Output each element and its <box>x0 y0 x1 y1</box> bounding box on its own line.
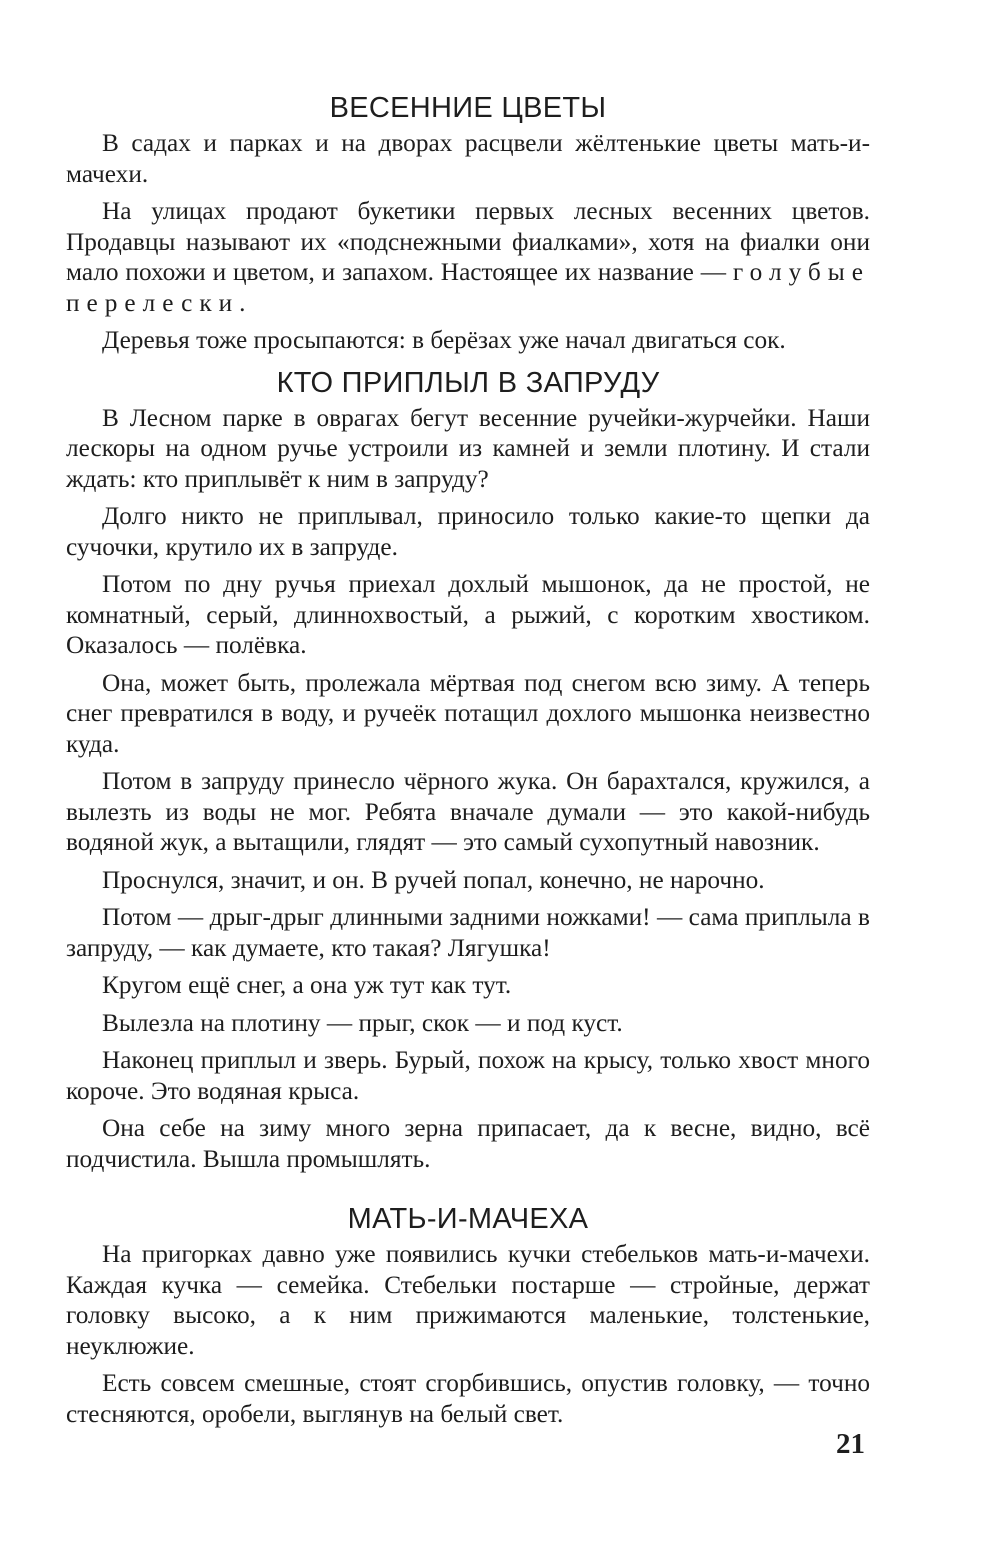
paragraph: На пригорках давно уже появились кучки стебельков мать-и-мачехи. Каждая кучка — семейка. Стебельки постарше — стройные, держат головку высоко, а к ним прижимаются маленькие, толстенькие, неуклюжие. <box>66 1240 870 1360</box>
paragraph: Деревья тоже просыпаются: в берёзах уже начал двигаться сок. <box>102 326 786 354</box>
section-title-coltsfoot: МАТЬ-И-МАЧЕХА <box>347 1203 589 1235</box>
book-page <box>66 88 870 1429</box>
section-title-who-swam-into-pond: КТО ПРИПЛЫЛ В ЗАПРУДУ <box>276 366 660 399</box>
paragraph: Она себе на зиму много зерна припасает, да к весне, видно, всё подчистила. Вышла промышлять. <box>66 1114 870 1173</box>
page-number: 21 <box>836 1428 865 1460</box>
paragraph: Есть совсем смешные, стоят сгорбившись, опустив головку, — точно стесняются, оробели, выглянув на белый свет. <box>66 1369 870 1428</box>
paragraph: Она, может быть, пролежала мёртвая под снегом всю зиму. А теперь снег превратился в воду, и ручеёк потащил дохлого мышонка неизвестно куда. <box>66 668 870 758</box>
section-gap <box>66 1181 870 1199</box>
paragraph: Наконец приплыл и зверь. Бурый, похож на крысу, только хвост много короче. Это водяная крыса. <box>66 1046 870 1105</box>
section-title-spring-flowers: ВЕСЕННИЕ ЦВЕТЫ <box>329 92 607 124</box>
paragraph: Кругом ещё снег, а она уж тут как тут. <box>102 971 512 999</box>
paragraph: Вылезла на плотину — прыг, скок — и под куст. <box>102 1008 623 1037</box>
paragraph: В садах и парках и на дворах расцвели жёлтенькие цветы мать-и-мачехи. <box>66 129 870 188</box>
paragraph: Потом — дрыг-дрыг длинными задними ножками! — сама приплыла в запруду, — как думаете, кто такая? Лягушка! <box>66 903 870 962</box>
paragraph: Потом в запруду принесло чёрного жука. Он барахтался, кружился, а вылезть из воды не мог. Ребята вначале думали — это какой-нибудь водяной жук, а вытащили, глядят — это самый сухопутный навозник. <box>66 767 870 856</box>
emphasized-plant-name: голубые перелески. <box>66 258 871 317</box>
paragraph: Долго никто не приплывал, приносило только какие-то щепки да сучочки, крутило их в запруде. <box>66 502 870 561</box>
paragraph-text: На улицах продают букетики первых лесных весенних цветов. Продавцы называют их «подснежными фиалками», хотя на фиалки они мало похожи и цветом, и запахом. Настоящее их название — <box>66 197 870 286</box>
paragraph: Проснулся, значит, и он. В ручей попал, конечно, не нарочно. <box>102 865 765 894</box>
paragraph: Потом по дну ручья приехал дохлый мышонок, да не простой, не комнатный, серый, длиннохвостый, а рыжий, с коротким хвостиком. Оказалось — полёвка. <box>66 570 870 659</box>
paragraph: В Лесном парке в оврагах бегут весенние ручейки-журчейки. Наши лескоры на одном ручье устроили из камней и земли плотину. И стали ждать: кто приплывёт к ним в запруду? <box>66 403 870 493</box>
paragraph <box>66 196 870 318</box>
